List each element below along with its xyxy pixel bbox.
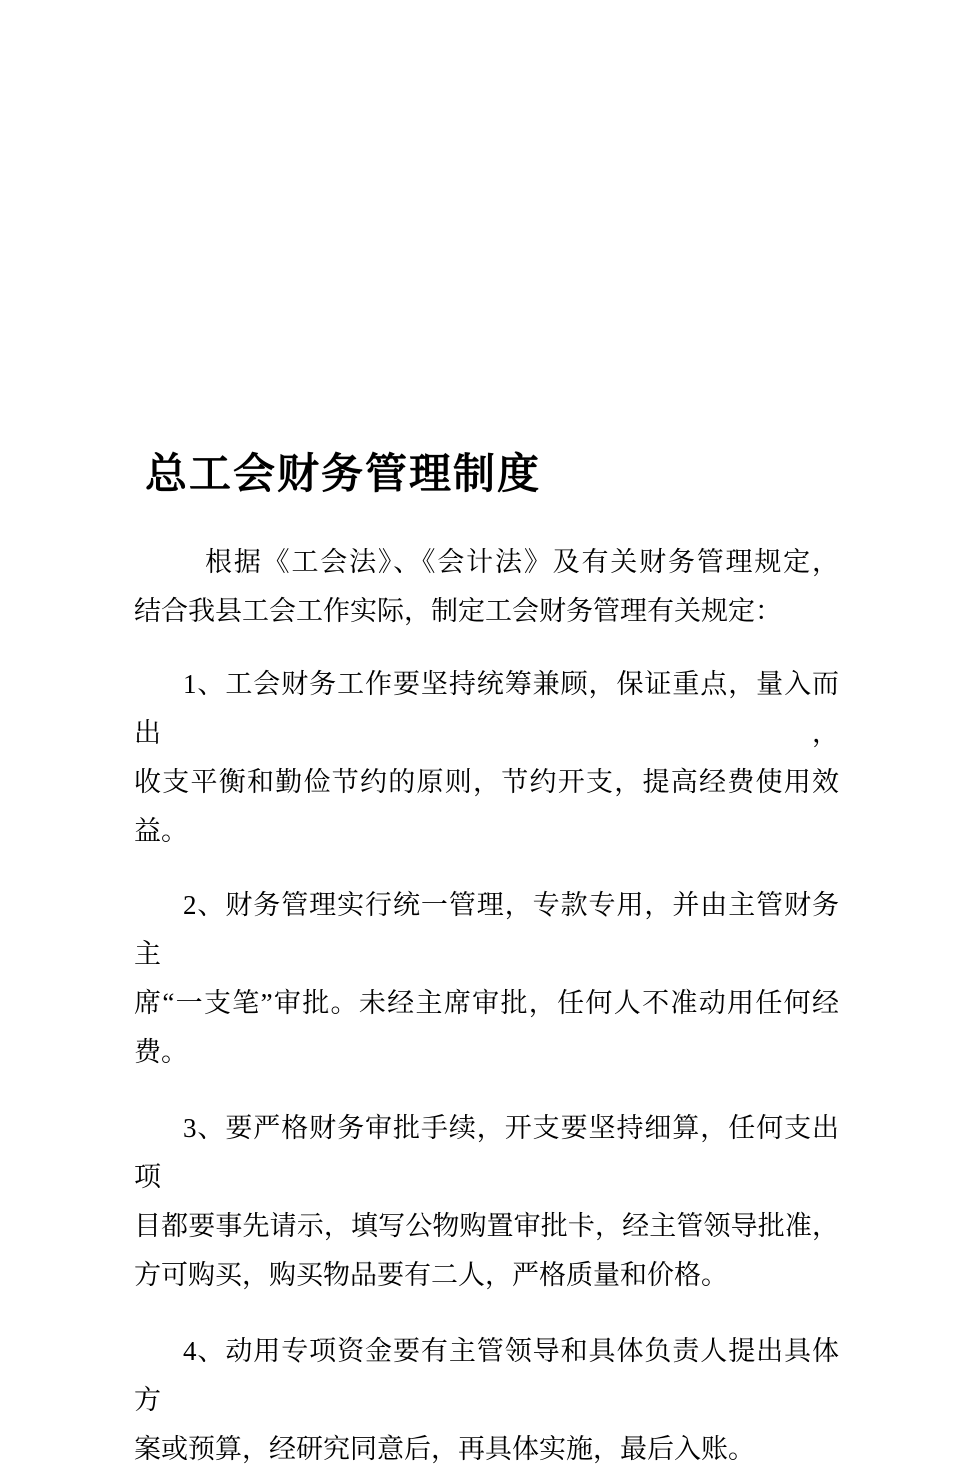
text-line: 案或预算，经研究同意后，再具体实施，最后入账。 [134,1434,755,1464]
text-line: 4、动用专项资金要有主管领导和具体负责人提出具体方 [134,1336,839,1415]
text-line: 根据《工会法》、《会计法》及有关财务管理规定， [205,547,839,577]
text-line: 方可购买，购买物品要有二人，严格质量和价格。 [134,1260,728,1290]
text-line: 2、财务管理实行统一管理，专款专用，并由主管财务主 [134,890,839,969]
text-line: 3、要严格财务审批手续，开支要坚持细算，任何支出项 [134,1113,839,1192]
text-line: 1、工会财务工作要坚持统筹兼顾，保证重点，量入而出， [134,669,839,748]
text-line: 目都要事先请示，填写公物购置审批卡，经主管领导批准， [134,1211,839,1241]
paragraph [134,660,839,856]
text-line: 收支平衡和勤俭节约的原则，节约开支，提高经费使用效益。 [134,767,839,846]
document-body [134,538,839,1474]
paragraph [134,881,839,1077]
paragraph [134,1104,839,1300]
document-title: 总工会财务管理制度 [145,452,542,498]
text-line: 费。 [134,1037,188,1067]
text-line: 结合我县工会工作实际，制定工会财务管理有关规定： [134,596,782,626]
paragraph [134,1327,839,1474]
paragraph [134,538,839,636]
text-line: 席“一支笔”审批。未经主席审批，任何人不准动用任何经 [134,988,839,1018]
